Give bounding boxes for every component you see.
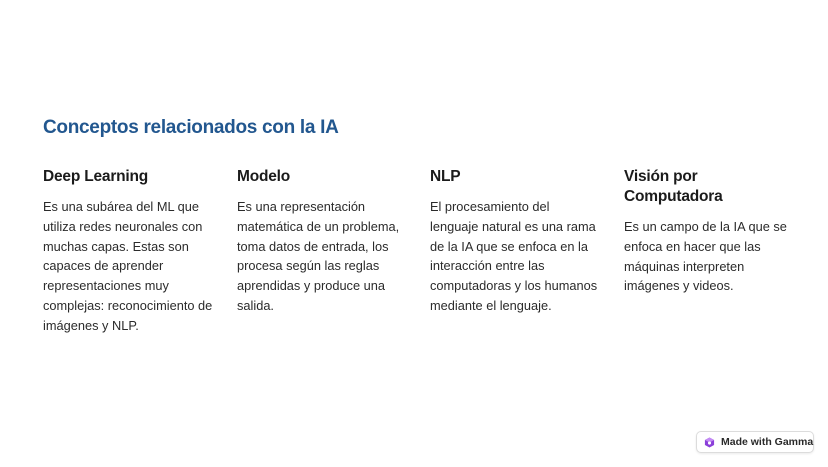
concept-heading: Visión por Computadora [624,168,723,205]
concept-description: Es una representación matemática de un problema, toma datos de entrada, los procesa según las reglas aprendidas y produce una salida. [237,199,400,313]
slide-title: Conceptos relacionados con la IA [43,117,339,138]
badge-label: Made with Gamma [721,436,814,448]
concept-card-nlp [430,167,600,316]
concept-description: Es una subárea del ML que utiliza redes neuronales con muchas capas. Estas son capaces de aprender representaciones muy complejas: reconocimiento de imágenes y NLP. [43,199,213,333]
concept-description: El procesamiento del lenguaje natural es una rama de la IA que se enfoca en la interacción entre las computadoras y los humanos mediante el lenguaje. [430,199,598,313]
concept-card-vision [624,167,794,296]
concept-heading: NLP [430,168,461,185]
concept-card-deep-learning [43,167,215,336]
concept-heading: Deep Learning [43,168,149,185]
gamma-logo-icon [704,437,715,448]
concept-description: Es un campo de la IA que se enfoca en hacer que las máquinas interpreten imágenes y videos. [624,219,787,294]
made-with-gamma-badge[interactable] [696,431,814,453]
concept-card-modelo [237,167,407,316]
concept-heading: Modelo [237,168,291,185]
